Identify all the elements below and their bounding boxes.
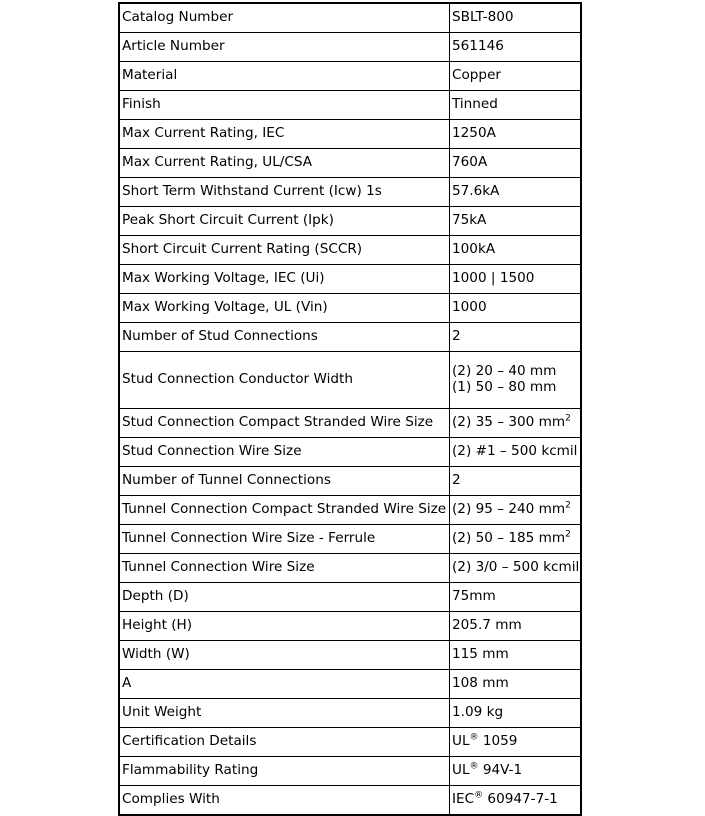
spec-row bbox=[119, 409, 581, 438]
spec-value-cell bbox=[450, 409, 582, 438]
registered-mark: ® bbox=[474, 790, 484, 801]
spec-value: 2 bbox=[452, 328, 461, 345]
spec-label: Stud Connection Compact Stranded Wire Size bbox=[119, 409, 450, 438]
registered-mark: ® bbox=[469, 732, 479, 743]
spec-label: Article Number bbox=[119, 33, 450, 62]
spec-value-prefix: IEC bbox=[452, 791, 475, 808]
spec-table bbox=[118, 2, 582, 816]
spec-label: Material bbox=[119, 62, 450, 91]
spec-row bbox=[119, 352, 581, 409]
spec-value-cell bbox=[450, 236, 582, 265]
spec-value-prefix: UL bbox=[452, 762, 470, 779]
spec-value: (2) #1 – 500 kcmil bbox=[452, 443, 578, 460]
spec-label: Number of Tunnel Connections bbox=[119, 467, 450, 496]
spec-row bbox=[119, 178, 581, 207]
registered-mark: ® bbox=[469, 761, 479, 772]
spec-value-cell bbox=[450, 496, 582, 525]
spec-label: Max Working Voltage, IEC (Ui) bbox=[119, 265, 450, 294]
spec-row bbox=[119, 62, 581, 91]
spec-row bbox=[119, 207, 581, 236]
spec-value: Tinned bbox=[452, 96, 498, 113]
spec-label: Unit Weight bbox=[119, 699, 450, 728]
spec-row bbox=[119, 149, 581, 178]
spec-value-cell bbox=[450, 786, 582, 816]
spec-row bbox=[119, 33, 581, 62]
spec-label: Width (W) bbox=[119, 641, 450, 670]
spec-row bbox=[119, 554, 581, 583]
superscript: 2 bbox=[565, 500, 571, 511]
spec-value: 760A bbox=[452, 154, 488, 171]
spec-label: Tunnel Connection Compact Stranded Wire Size bbox=[119, 496, 450, 525]
superscript: 2 bbox=[565, 413, 571, 424]
spec-value-cell bbox=[450, 91, 582, 120]
spec-label: Peak Short Circuit Current (Ipk) bbox=[119, 207, 450, 236]
spec-value-cell bbox=[450, 438, 582, 467]
spec-label: Flammability Rating bbox=[119, 757, 450, 786]
spec-label: Tunnel Connection Wire Size - Ferrule bbox=[119, 525, 450, 554]
spec-value-cell bbox=[450, 149, 582, 178]
spec-label: Short Term Withstand Current (Icw) 1s bbox=[119, 178, 450, 207]
spec-label: Certification Details bbox=[119, 728, 450, 757]
spec-label: Depth (D) bbox=[119, 583, 450, 612]
spec-label: Complies With bbox=[119, 786, 450, 816]
spec-value-line: (1) 50 – 80 mm bbox=[452, 379, 557, 395]
spec-label: Short Circuit Current Rating (SCCR) bbox=[119, 236, 450, 265]
spec-table-body bbox=[119, 3, 581, 815]
spec-row bbox=[119, 120, 581, 149]
spec-label: Stud Connection Wire Size bbox=[119, 438, 450, 467]
spec-value-cell bbox=[450, 554, 582, 583]
spec-row bbox=[119, 294, 581, 323]
spec-value-cell bbox=[450, 467, 582, 496]
spec-label: A bbox=[119, 670, 450, 699]
spec-value-cell bbox=[450, 265, 582, 294]
spec-row bbox=[119, 3, 581, 33]
spec-value: 1000 bbox=[452, 299, 487, 316]
spec-row bbox=[119, 236, 581, 265]
spec-row bbox=[119, 583, 581, 612]
spec-value-cell bbox=[450, 699, 582, 728]
spec-value: 75kA bbox=[452, 212, 487, 229]
spec-row bbox=[119, 323, 581, 352]
spec-row bbox=[119, 641, 581, 670]
spec-value-cell bbox=[450, 757, 582, 786]
spec-value: 60947-7-1 bbox=[483, 791, 558, 808]
spec-row bbox=[119, 265, 581, 294]
spec-value: 1000 | 1500 bbox=[452, 270, 535, 287]
spec-value: 100kA bbox=[452, 241, 496, 258]
spec-value-cell bbox=[450, 62, 582, 91]
spec-value: (2) 3/0 – 500 kcmil bbox=[452, 559, 580, 576]
spec-value-cell bbox=[450, 352, 582, 409]
spec-row bbox=[119, 786, 581, 816]
spec-value: 1059 bbox=[478, 733, 518, 750]
spec-value: 561146 bbox=[452, 38, 504, 55]
spec-value-cell bbox=[450, 583, 582, 612]
spec-row bbox=[119, 670, 581, 699]
spec-label: Finish bbox=[119, 91, 450, 120]
spec-row bbox=[119, 612, 581, 641]
spec-value-cell bbox=[450, 641, 582, 670]
spec-value-cell bbox=[450, 525, 582, 554]
spec-value: (2) 95 – 240 mm bbox=[452, 501, 566, 518]
spec-value-prefix: UL bbox=[452, 733, 470, 750]
spec-label: Tunnel Connection Wire Size bbox=[119, 554, 450, 583]
spec-row bbox=[119, 438, 581, 467]
spec-value: 75mm bbox=[452, 588, 496, 605]
spec-value-cell bbox=[450, 178, 582, 207]
superscript: 2 bbox=[565, 529, 571, 540]
spec-row bbox=[119, 757, 581, 786]
spec-label: Number of Stud Connections bbox=[119, 323, 450, 352]
spec-row bbox=[119, 496, 581, 525]
spec-row bbox=[119, 467, 581, 496]
spec-label: Stud Connection Conductor Width bbox=[119, 352, 450, 409]
spec-value: (2) 50 – 185 mm bbox=[452, 530, 566, 547]
spec-value-cell bbox=[450, 33, 582, 62]
spec-value-cell bbox=[450, 612, 582, 641]
spec-value-cell bbox=[450, 323, 582, 352]
spec-row bbox=[119, 91, 581, 120]
spec-row bbox=[119, 728, 581, 757]
spec-label: Height (H) bbox=[119, 612, 450, 641]
spec-value-cell bbox=[450, 3, 582, 33]
spec-value: Copper bbox=[452, 67, 502, 84]
spec-value: 1250A bbox=[452, 125, 496, 142]
spec-label: Max Current Rating, UL/CSA bbox=[119, 149, 450, 178]
spec-value-cell bbox=[450, 294, 582, 323]
spec-row bbox=[119, 699, 581, 728]
spec-value: 57.6kA bbox=[452, 183, 500, 200]
spec-value-line: (2) 20 – 40 mm bbox=[452, 363, 557, 380]
spec-value-cell bbox=[450, 207, 582, 236]
spec-value: 205.7 mm bbox=[452, 617, 522, 634]
spec-value: 108 mm bbox=[452, 675, 509, 692]
spec-value: 1.09 kg bbox=[452, 704, 504, 721]
spec-value: 2 bbox=[452, 472, 461, 489]
spec-value: SBLT-800 bbox=[452, 9, 514, 26]
spec-value-cell bbox=[450, 728, 582, 757]
spec-value: 94V-1 bbox=[478, 762, 523, 779]
spec-row bbox=[119, 525, 581, 554]
spec-value-cell bbox=[450, 670, 582, 699]
spec-value: 115 mm bbox=[452, 646, 509, 663]
spec-label: Max Working Voltage, UL (Vin) bbox=[119, 294, 450, 323]
spec-label: Catalog Number bbox=[119, 3, 450, 33]
spec-value-cell bbox=[450, 120, 582, 149]
spec-label: Max Current Rating, IEC bbox=[119, 120, 450, 149]
spec-value: (2) 35 – 300 mm bbox=[452, 414, 566, 431]
